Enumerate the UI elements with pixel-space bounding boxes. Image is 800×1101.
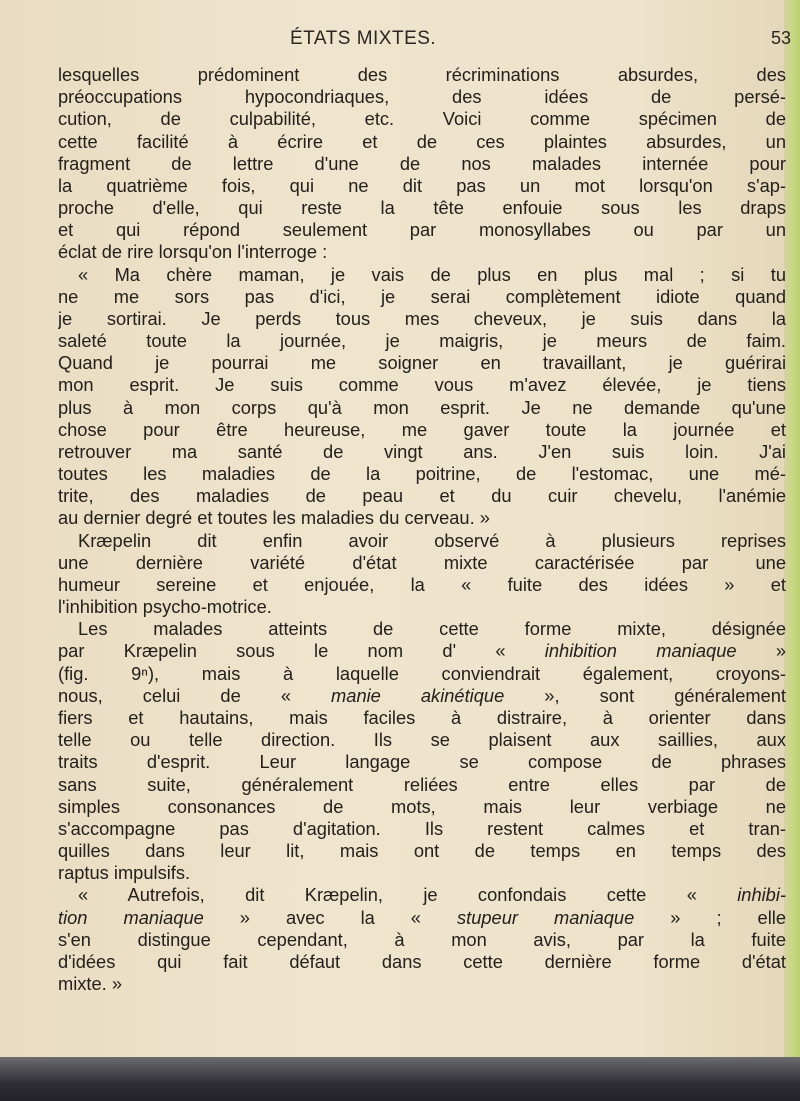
text-line-italic: nous, celui de « manie akinétique », sont généralement [58,684,786,706]
text-line: lesquelles prédominent des récriminations absurdes, des [58,64,786,85]
text-line: simples consonances de mots, mais leur verbiage ne [58,795,786,817]
text-line: sans suite, généralement reliées entre elles par de [58,773,786,795]
text-line: plus à mon corps qu'à mon esprit. Je ne demande qu'une [58,396,786,418]
text-line: je sortirai. Je perds tous mes cheveux, je suis dans la [58,307,786,329]
text-line: quilles dans leur lit, mais ont de temps en temps des [58,840,786,862]
text-line-italic: tion maniaque » avec la « stupeur maniaque » ; elle [58,906,786,928]
running-title: ÉTATS MIXTES. [290,28,437,49]
text-line: et qui répond seulement par monosyllabes ou par un [58,219,786,241]
text-line: la quatrième fois, qui ne dit pas un mot lorsqu'on s'ap- [58,174,786,196]
text-line: mon esprit. Je suis comme vous m'avez élevée, je tiens [58,374,786,396]
italic-term: stupeur maniaque [456,906,635,928]
italic-term: inhibition maniaque [544,640,737,662]
text-line: chose pour être heureuse, me gaver toute la journée et [58,418,786,440]
page-header [0,28,800,54]
text-line: au dernier degré et toutes les maladies du cerveau. » [58,507,490,529]
text-line: mixte. » [58,973,123,995]
text-line: s'en distingue cependant, à mon avis, par la fuite [58,928,786,950]
text-line: (fig. 9ⁿ), mais à laquelle conviendrait également, croyons- [58,662,786,684]
text-line: « Ma chère maman, je vais de plus en plus mal ; si tu [78,263,786,285]
text-line: proche d'elle, qui reste la tête enfouie sous les draps [58,197,786,219]
italic-term: manie akinétique [331,684,505,706]
body-text [58,64,786,995]
page-edge-bottom [0,1057,800,1101]
page-edge-right [784,0,800,1101]
page-number: 53 [771,28,792,48]
text-line: Les malades atteints de cette forme mixte, désignée [78,618,786,640]
text-line: telle ou telle direction. Ils se plaisent aux saillies, aux [58,729,786,751]
text-line-italic: par Kræpelin sous le nom d' « inhibition maniaque » [58,640,786,662]
text-line: une dernière variété d'état mixte caractérisée par une [58,551,786,573]
text-line: Quand je pourrai me soigner en travaillant, je guérirai [58,352,786,374]
text-line-italic: « Autrefois, dit Kræpelin, je confondais cette « inhibi- [78,884,786,906]
text-line: humeur sereine et enjouée, la « fuite des idées » et [58,573,786,595]
italic-term: tion maniaque [58,906,204,928]
text-line: retrouver ma santé de vingt ans. J'en suis loin. J'ai [58,440,786,462]
text-line: fragment de lettre d'une de nos malades internée pour [58,152,786,174]
text-line: l'inhibition psycho-motrice. [58,596,272,618]
text-line: préoccupations hypocondriaques, des idées de persé- [58,86,786,108]
text-line: s'accompagne pas d'agitation. Ils restent calmes et tran- [58,817,786,839]
text-line: éclat de rire lorsqu'on l'interroge : [58,241,328,263]
text-line: traits d'esprit. Leur langage se compose de phrases [58,751,786,773]
text-line: Kræpelin dit enfin avoir observé à plusieurs reprises [78,529,786,551]
text-line: d'idées qui fait défaut dans cette dernière forme d'état [58,950,786,972]
text-line: toutes les maladies de la poitrine, de l'estomac, une mé- [58,463,786,485]
text-line: trite, des maladies de peau et du cuir chevelu, l'anémie [58,485,786,507]
text-line: raptus impulsifs. [58,862,191,884]
italic-term: inhibi- [737,884,786,906]
text-line: cution, de culpabilité, etc. Voici comme spécimen de [58,108,786,130]
text-line: ne me sors pas d'ici, je serai complètement idiote quand [58,285,786,307]
text-line: saleté toute la journée, je maigris, je meurs de faim. [58,330,786,352]
text-line: fiers et hautains, mais faciles à distraire, à orienter dans [58,706,786,728]
text-line: cette facilité à écrire et de ces plaintes absurdes, un [58,130,786,152]
